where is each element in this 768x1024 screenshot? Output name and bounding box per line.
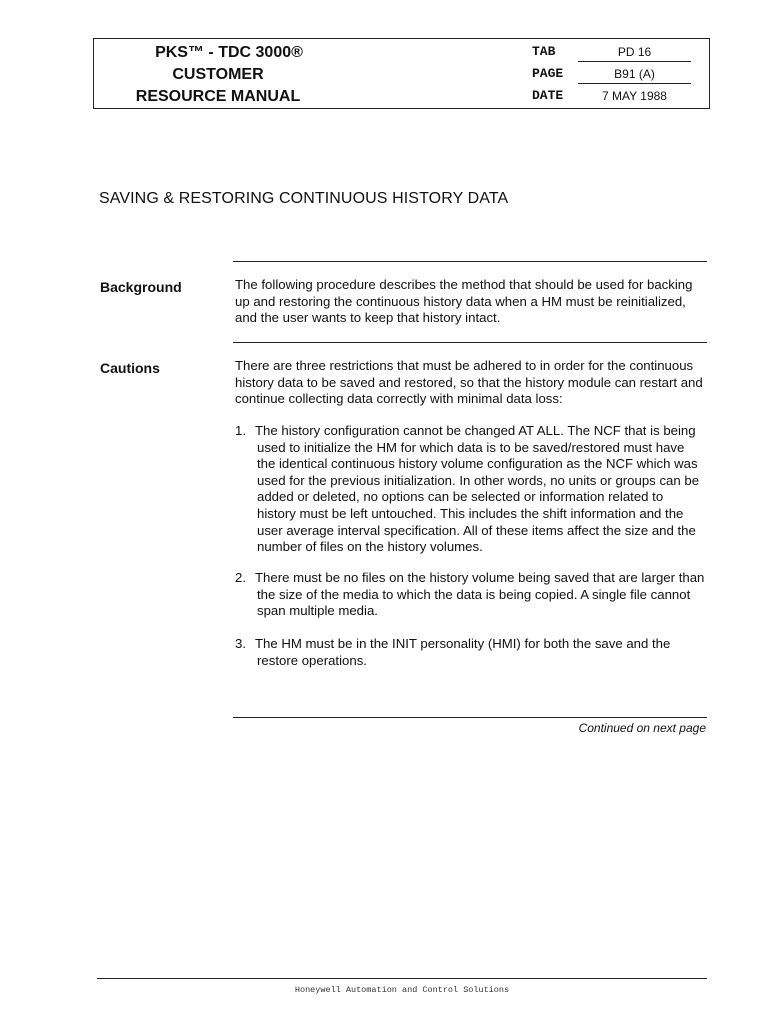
continued-note: Continued on next page bbox=[578, 721, 706, 735]
background-text: The following procedure describes the method that should be used for backing up and restoring the continuous history data when a HM must be reinitialized, and the user wants to keep that history intact. bbox=[235, 277, 693, 326]
caution-item-text: There must be no files on the history volume being saved that are larger than the size of the media to which the data is being copied. A single file cannot span multiple media. bbox=[255, 570, 705, 619]
caution-item-text: The history configuration cannot be changed AT ALL. The NCF that is being used to initialize the HM for which data is to be saved/restored must have the identical continuous history volume configuration as the NCF which was used for the previous initialization. In other words, no units or groups can be added or deleted, no options can be selected or information related to history must be left untouched. This includes the shift information and the user average interval specification. All of these items affect the size and the number of files on the history volumes. bbox=[255, 423, 700, 555]
manual-title-block bbox=[94, 39, 342, 108]
caution-item bbox=[235, 570, 705, 620]
divider bbox=[233, 717, 707, 718]
page-title: SAVING & RESTORING CONTINUOUS HISTORY DATA bbox=[99, 190, 509, 207]
header-meta bbox=[532, 43, 702, 109]
meta-row-tab bbox=[532, 43, 702, 65]
caution-item bbox=[235, 636, 705, 669]
meta-label-date: DATE bbox=[532, 88, 564, 103]
caution-item-number: 3. bbox=[235, 636, 246, 651]
product-name: PKS™ - TDC 3000® bbox=[155, 44, 303, 61]
caution-item bbox=[235, 423, 705, 556]
section-label-cautions: Cautions bbox=[100, 360, 160, 376]
meta-row-date bbox=[532, 87, 702, 109]
footer-text: Honeywell Automation and Control Solutions bbox=[294, 985, 510, 995]
manual-title-line-2: RESOURCE MANUAL bbox=[135, 88, 301, 105]
document-header bbox=[93, 38, 710, 109]
caution-item-text: The HM must be in the INIT personality (HMI) for both the save and the restore operations. bbox=[255, 636, 671, 668]
footer-divider bbox=[97, 978, 707, 979]
meta-label-page: PAGE bbox=[532, 66, 564, 81]
caution-item-number: 1. bbox=[235, 423, 246, 438]
meta-value-tab: PD 16 bbox=[578, 43, 691, 62]
meta-row-page bbox=[532, 65, 702, 87]
meta-value-date: 7 MAY 1988 bbox=[602, 89, 667, 103]
manual-title-line-1: CUSTOMER bbox=[172, 66, 264, 83]
section-label-background: Background bbox=[100, 279, 182, 295]
caution-item-number: 2. bbox=[235, 570, 246, 585]
meta-value-page: B91 (A) bbox=[578, 65, 691, 84]
meta-label-tab: TAB bbox=[532, 44, 556, 59]
divider bbox=[233, 342, 707, 343]
cautions-intro: There are three restrictions that must be adhered to in order for the continuous history data to be saved and restored, so that the history module can restart and continue collecting data correctly with minimal data loss: bbox=[235, 358, 703, 407]
divider bbox=[233, 261, 707, 262]
